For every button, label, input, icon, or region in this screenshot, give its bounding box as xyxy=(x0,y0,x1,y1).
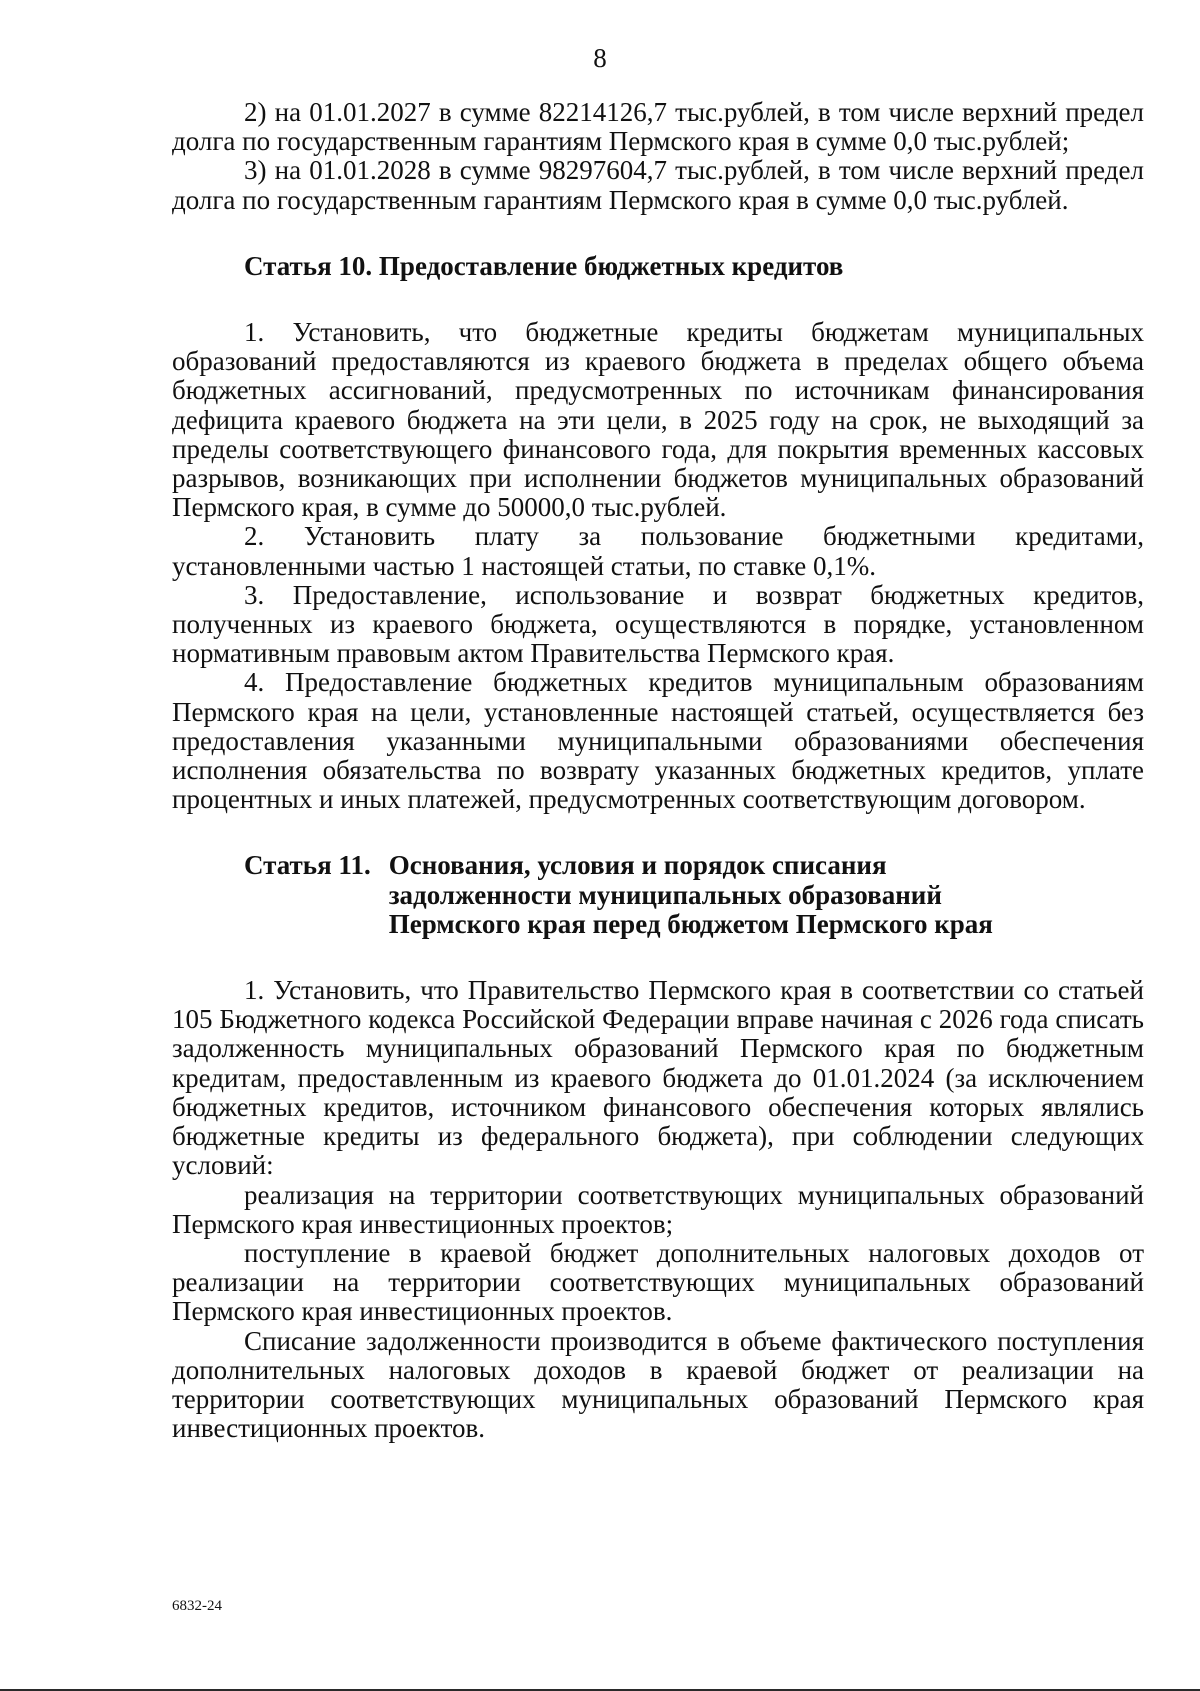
paragraph-intro-item-3: 3) на 01.01.2028 в сумме 98297604,7 тыс.рублей, в том числе верхний предел долга по государственным гарантиям Пермского края в сумме 0,0 тыс.рублей. xyxy=(172,155,1144,215)
article-11-heading-line-3: Пермского края перед бюджетом Пермского края xyxy=(388,908,993,939)
article-11-condition-2: поступление в краевой бюджет дополнительных налоговых доходов от реализации на территории соответствующих муниципальных образований Пермского края инвестиционных проектов. xyxy=(172,1237,1144,1327)
article-11-heading xyxy=(172,851,1144,939)
article-11-paragraph-2: Списание задолженности производится в объеме фактического поступления дополнительных налоговых доходов в краевой бюджет от реализации на территории соответствующих муниципальных образований Пермского края инвестиционных проектов. xyxy=(172,1325,1144,1444)
article-11-paragraph-1: 1. Установить, что Правительство Пермского края в соответствии со статьей 105 Бюджетного кодекса Российской Федерации вправе начиная с 2026 года списать задолженность муниципальных образований Пермского края по бюджетным кредитам, предоставленным из краевого бюджета до 01.01.2024 (за исключением бюджетных кредитов, источником финансового обеспечения которых являлись бюджетные кредиты из федерального бюджета), при соблюдении следующих условий: xyxy=(172,975,1144,1181)
article-11-heading-line-1: Основания, условия и порядок списания xyxy=(388,850,887,881)
document-body xyxy=(172,98,1144,1443)
article-11-heading-line-2: задолженности муниципальных образований xyxy=(388,879,942,910)
article-10-heading: Статья 10. Предоставление бюджетных кредитов xyxy=(244,250,844,281)
document-code: 6832-24 xyxy=(172,1598,222,1614)
article-10-paragraph-3: 3. Предоставление, использование и возврат бюджетных кредитов, полученных из краевого бюджета, осуществляются в порядке, установленном нормативным правовым актом Правительства Пермского края. xyxy=(172,579,1144,669)
article-10-paragraph-1: 1. Установить, что бюджетные кредиты бюджетам муниципальных образований предоставляются из краевого бюджета в пределах общего объема бюджетных ассигнований, предусмотренных по источникам финансирования дефицита краевого бюджета на эти цели, в 2025 году на срок, не выходящий за пределы соответствующего финансового года, для покрытия временных кассовых разрывов, возникающих при исполнении бюджетов муниципальных образований Пермского края, в сумме до 50000,0 тыс.рублей. xyxy=(172,317,1144,523)
article-10-paragraph-2: 2. Установить плату за пользование бюджетными кредитами, установленными частью 1 настоящей статьи, по ставке 0,1%. xyxy=(172,521,1144,581)
page-number: 8 xyxy=(593,43,607,73)
article-11-heading-title xyxy=(389,851,993,939)
paragraph-intro-item-2: 2) на 01.01.2027 в сумме 82214126,7 тыс.рублей, в том числе верхний предел долга по государственным гарантиям Пермского края в сумме 0,0 тыс.рублей; xyxy=(172,97,1144,157)
article-11-heading-label: Статья 11. xyxy=(244,850,371,881)
article-11-condition-1: реализация на территории соответствующих муниципальных образований Пермского края инвестиционных проектов; xyxy=(172,1179,1144,1239)
article-10-paragraph-4: 4. Предоставление бюджетных кредитов муниципальным образованиям Пермского края на цели, установленные настоящей статьей, осуществляется без предоставления указанными муниципальными образованиями обеспечения исполнения обязательства по возврату указанных бюджетных кредитов, уплате процентных и иных платежей, предусмотренных соответствующим договором. xyxy=(172,667,1144,815)
